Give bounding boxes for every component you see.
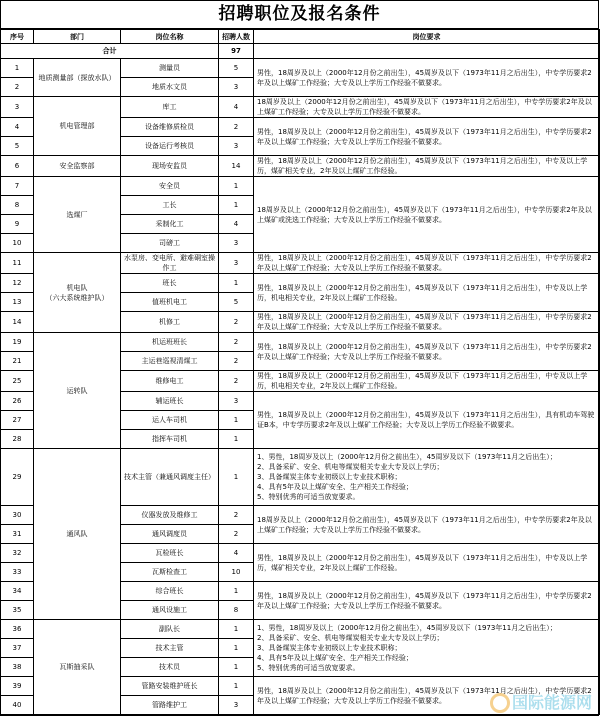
- requirement-item: 2、具备采矿、安全、机电等煤炭相关专业大专及以上学历；: [257, 634, 444, 642]
- count-cell: 1: [219, 449, 254, 506]
- count-cell: 1: [219, 196, 254, 215]
- row-no: 13: [1, 293, 34, 312]
- row-no: 3: [1, 97, 34, 118]
- requirement-item: 5、特别优秀的可适当放宽要求。: [257, 493, 360, 501]
- count-cell: 8: [219, 601, 254, 620]
- position-cell: 瓦检班长: [121, 544, 219, 563]
- count-cell: 3: [219, 392, 254, 411]
- row-no: 19: [1, 333, 34, 352]
- requirement-item: 3、具备煤炭主体专业初级以上专业技术职称；: [257, 473, 402, 481]
- position-cell: 通风设施工: [121, 601, 219, 620]
- row-no: 11: [1, 253, 34, 274]
- count-cell: 3: [219, 253, 254, 274]
- count-cell: 4: [219, 544, 254, 563]
- row-no: 5: [1, 137, 34, 156]
- header-row: [1, 30, 600, 44]
- row-no: 30: [1, 506, 34, 525]
- header-dept: 部门: [34, 30, 121, 44]
- total-label: 合计: [1, 44, 219, 59]
- row-no: 25: [1, 371, 34, 392]
- watermark-text: 国际能源网: [511, 692, 592, 712]
- count-cell: 5: [219, 59, 254, 78]
- row-no: 37: [1, 639, 34, 658]
- position-cell: 辅运班长: [121, 392, 219, 411]
- count-cell: 5: [219, 293, 254, 312]
- row-no: 33: [1, 563, 34, 582]
- header-position: 岗位名称: [121, 30, 219, 44]
- row-no: 40: [1, 696, 34, 715]
- position-cell: 值班机电工: [121, 293, 219, 312]
- position-cell: 技术员: [121, 658, 219, 677]
- table-row: [1, 333, 600, 352]
- total-value: 97: [219, 44, 254, 59]
- row-no: 12: [1, 274, 34, 293]
- position-cell: 仪器发放及维修工: [121, 506, 219, 525]
- count-cell: 3: [219, 234, 254, 253]
- requirement-cell: 男性，18周岁及以上（2000年12月份之前出生），45周岁及以下（1973年11月之后出生），中专学历要求2年及以上煤矿工作经验；大专及以上学历工作经验不做要求。: [254, 677, 600, 715]
- position-cell: 司磅工: [121, 234, 219, 253]
- requirement-cell: 18周岁及以上（2000年12月份之前出生），45周岁及以下（1973年11月之后出生），中专学历要求2年及以上煤矿工作经验；大专及以上学历工作经验不做要求。: [254, 97, 600, 118]
- position-cell: 水泵房、变电所、避难硐室操作工: [121, 253, 219, 274]
- count-cell: 2: [219, 352, 254, 371]
- count-cell: 1: [219, 274, 254, 293]
- header-requirement: 岗位要求: [254, 30, 600, 44]
- table-row: [1, 177, 600, 196]
- count-cell: 1: [219, 639, 254, 658]
- dept-cell: 地质测量部（探放水队）: [34, 59, 121, 97]
- recruitment-table: [0, 29, 600, 715]
- position-cell: 采制化工: [121, 215, 219, 234]
- requirement-list: [254, 620, 600, 677]
- position-cell: 机运班班长: [121, 333, 219, 352]
- position-cell: 通风调度员: [121, 525, 219, 544]
- count-cell: 1: [219, 411, 254, 430]
- requirement-item: 3、具备煤炭主体专业初级以上专业技术职称；: [257, 644, 402, 652]
- count-cell: 3: [219, 78, 254, 97]
- position-cell: 管路维护工: [121, 696, 219, 715]
- row-no: 14: [1, 312, 34, 333]
- dept-subname: （六大系统维护队）: [45, 293, 109, 302]
- position-cell: 地质水文员: [121, 78, 219, 97]
- requirement-cell: 男性，18周岁及以上（2000年12月份之前出生），45周岁及以下（1973年11月之后出生），中专学历要求2年及以上煤矿工作经验；大专及以上学历工作经验不做要求。: [254, 59, 600, 97]
- count-cell: 1: [219, 620, 254, 639]
- header-count: 招聘人数: [219, 30, 254, 44]
- row-no: 7: [1, 177, 34, 196]
- table-row: [1, 620, 600, 639]
- position-cell: 技术主管（兼通风调度主任）: [121, 449, 219, 506]
- position-cell: 综合班长: [121, 582, 219, 601]
- position-cell: 设备维修质检员: [121, 118, 219, 137]
- count-cell: 2: [219, 333, 254, 352]
- page-title: 招聘职位及报名条件: [1, 1, 598, 29]
- requirement-item: 1、男性，18周岁及以上（2000年12月份之前出生），45周岁及以下（1973年11月之后出生）；: [257, 453, 557, 461]
- table-row: [1, 59, 600, 78]
- count-cell: 2: [219, 371, 254, 392]
- dept-name: 机电队: [66, 283, 88, 292]
- requirement-cell: 男性，18周岁及以上（2000年12月份之前出生），45周岁及以下（1973年11月之后出生），中专学历要求2年及以上煤矿工作经验；大专及以上学历工作经验不做要求。: [254, 118, 600, 156]
- requirement-cell: 男性，18周岁及以上（2000年12月份之前出生），45周岁及以下（1973年11月之后出生），中专学历要求2年及以上煤矿工作经验；大专及以上学历工作经验不做要求。: [254, 312, 600, 333]
- count-cell: 3: [219, 137, 254, 156]
- count-cell: 4: [219, 215, 254, 234]
- position-cell: 瓦斯检查工: [121, 563, 219, 582]
- row-no: 6: [1, 156, 34, 177]
- requirement-cell: 男性，18周岁及以上（2000年12月份之前出生），45周岁及以下（1973年11月之后出生），中专学历要求2年及以上煤矿工作经验；大专及以上学历工作经验不做要求。: [254, 582, 600, 620]
- row-no: 34: [1, 582, 34, 601]
- requirement-cell: 男性，18周岁及以上（2000年12月份之前出生），45周岁及以下（1973年11月之后出生），中专及以上学历，煤矿相关专业，2年及以上煤矿工作经验。: [254, 156, 600, 177]
- position-cell: 管路安装维护班长: [121, 677, 219, 696]
- requirement-cell: 男性，18周岁及以上（2000年12月份之前出生），45周岁及以下（1973年11月之后出生），中专及以上学历，煤矿相关专业，2年及以上煤矿工作经验。: [254, 544, 600, 582]
- position-cell: 指挥车司机: [121, 430, 219, 449]
- dept-cell: 选煤厂: [34, 177, 121, 253]
- row-no: 35: [1, 601, 34, 620]
- row-no: 2: [1, 78, 34, 97]
- position-cell: 测量员: [121, 59, 219, 78]
- dept-cell: 通风队: [34, 449, 121, 620]
- row-no: 36: [1, 620, 34, 639]
- requirement-item: 2、具备采矿、安全、机电等煤炭相关专业大专及以上学历；: [257, 463, 444, 471]
- count-cell: 2: [219, 312, 254, 333]
- position-cell: 库工: [121, 97, 219, 118]
- dept-cell: [34, 253, 121, 333]
- row-no: 4: [1, 118, 34, 137]
- count-cell: 2: [219, 525, 254, 544]
- row-no: 1: [1, 59, 34, 78]
- requirement-cell: 18周岁及以上（2000年12月份之前出生），45周岁及以下（1973年11月之后出生），中专学历要求2年及以上煤矿或洗选工作经验；大专及以上学历工作经验不做要求。: [254, 177, 600, 253]
- count-cell: 1: [219, 677, 254, 696]
- dept-cell: 机电管理部: [34, 97, 121, 156]
- requirement-cell: 18周岁及以上（2000年12月份之前出生），45周岁及以下（1973年11月之后出生），中专学历要求2年及以上煤矿工作经验；大专及以上学历工作经验不做要求。: [254, 506, 600, 544]
- total-row: [1, 44, 600, 59]
- row-no: 28: [1, 430, 34, 449]
- count-cell: 14: [219, 156, 254, 177]
- requirement-item: 4、具有5年及以上煤矿安全、生产相关工作经验；: [257, 654, 413, 662]
- position-cell: 主运巷巡视清煤工: [121, 352, 219, 371]
- row-no: 29: [1, 449, 34, 506]
- requirement-list: [254, 449, 600, 506]
- table-row: [1, 253, 600, 274]
- row-no: 10: [1, 234, 34, 253]
- count-cell: 1: [219, 177, 254, 196]
- header-no: 序号: [1, 30, 34, 44]
- position-cell: 技术主管: [121, 639, 219, 658]
- table-row: [1, 449, 600, 506]
- watermark-logo: [490, 690, 592, 714]
- position-cell: 工长: [121, 196, 219, 215]
- position-cell: 机修工: [121, 312, 219, 333]
- row-no: 32: [1, 544, 34, 563]
- count-cell: 2: [219, 118, 254, 137]
- requirement-cell: 男性，18周岁及以上（2000年12月份之前出生），45周岁及以下（1973年11月之后出生），中专学历要求2年及以上煤矿工作经验；大专及以上学历工作经验不做要求。: [254, 253, 600, 274]
- row-no: 39: [1, 677, 34, 696]
- requirement-cell: 男性，18周岁及以上（2000年12月份之前出生），45周岁及以下（1973年11月之后出生），中专学历要求2年及以上煤矿工作经验；大专及以上学历工作经验不做要求。: [254, 333, 600, 371]
- dept-cell: 运转队: [34, 333, 121, 449]
- dept-cell: 瓦斯抽采队: [34, 620, 121, 715]
- row-no: 26: [1, 392, 34, 411]
- logo-icon: [490, 693, 510, 713]
- count-cell: 2: [219, 506, 254, 525]
- requirement-cell: 男性，18周岁及以上（2000年12月份之前出生），45周岁及以下（1973年11月之后出生），具有机动车驾驶证B本，中专学历要求2年及以上煤矿工作经验；大专及以上学历工作经验不做要求。: [254, 392, 600, 449]
- position-cell: 班长: [121, 274, 219, 293]
- requirement-item: 1、男性，18周岁及以上（2000年12月份之前出生），45周岁及以下（1973年11月之后出生）；: [257, 624, 557, 632]
- position-cell: 副队长: [121, 620, 219, 639]
- requirement-item: 4、具有5年及以上煤矿安全、生产相关工作经验；: [257, 483, 413, 491]
- position-cell: 设备运行考核员: [121, 137, 219, 156]
- position-cell: 安全员: [121, 177, 219, 196]
- count-cell: 10: [219, 563, 254, 582]
- dept-cell: 安全监察部: [34, 156, 121, 177]
- row-no: 38: [1, 658, 34, 677]
- count-cell: 4: [219, 97, 254, 118]
- count-cell: 1: [219, 658, 254, 677]
- row-no: 27: [1, 411, 34, 430]
- requirement-item: 5、特别优秀的可适当放宽要求。: [257, 664, 360, 672]
- row-no: 9: [1, 215, 34, 234]
- count-cell: 1: [219, 430, 254, 449]
- row-no: 31: [1, 525, 34, 544]
- position-cell: 现场安监员: [121, 156, 219, 177]
- row-no: 21: [1, 352, 34, 371]
- table-row: [1, 156, 600, 177]
- table-row: [1, 97, 600, 118]
- row-no: 8: [1, 196, 34, 215]
- count-cell: 3: [219, 696, 254, 715]
- position-cell: 维修电工: [121, 371, 219, 392]
- position-cell: 运人车司机: [121, 411, 219, 430]
- requirement-cell: 男性，18周岁及以上（2000年12月份之前出生），45周岁及以下（1973年11月之后出生），中专及以上学历，机电相关专业，2年及以上煤矿工作经验。: [254, 274, 600, 312]
- requirement-cell: 男性，18周岁及以上（2000年12月份之前出生），45周岁及以下（1973年11月之后出生），中专及以上学历，机电相关专业，2年及以上煤矿工作经验。: [254, 371, 600, 392]
- count-cell: 1: [219, 582, 254, 601]
